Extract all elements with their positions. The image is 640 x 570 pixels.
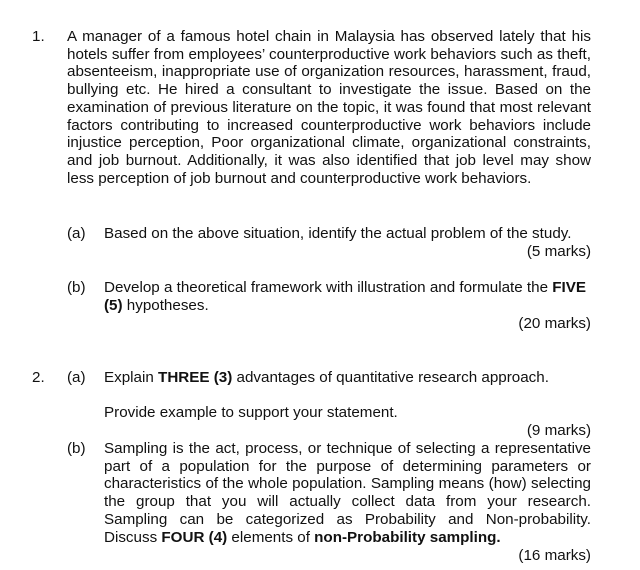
question-1b-marks: (20 marks) (518, 315, 591, 332)
question-1a-marks: (5 marks) (526, 243, 591, 260)
question-1b-text: Develop a theoretical framework with illustration and formulate the FIVE (5) hypotheses. (104, 279, 587, 314)
question-2a-text: Explain THREE (3) advantages of quantitative research approach. (104, 369, 549, 386)
question-1b-label: (b) (67, 279, 86, 296)
question-1a-text: Based on the above situation, identify the actual problem of the study. (104, 225, 572, 242)
question-2-number: 2. (32, 369, 45, 386)
question-2a-marks: (9 marks) (526, 422, 591, 439)
question-1-stem: A manager of a famous hotel chain in Malaysia has observed lately that his hotels suffer from employees’ counterproductive work behaviors such as theft, absenteeism, inappropriate use of organization resources, harassment, fraud, bullying etc. He hired a consultant to investigate the issue. Based on the examination of previous literature on the topic, it was found that most relevant factors contributing to increased counterproductive work behaviors include injustice perception, Poor organizational climate, organizational constraints, and job burnout. Additionally, it was also identified that job level may show less perception of job burnout and counterproductive work behaviors. (67, 28, 591, 187)
question-2a-label: (a) (67, 369, 86, 386)
question-1-number: 1. (32, 28, 45, 45)
question-2b-label: (b) (67, 440, 86, 457)
question-1a-label: (a) (67, 225, 86, 242)
question-2b-marks: (16 marks) (518, 547, 591, 564)
question-2b-text: Sampling is the act, process, or technique of selecting a representative part of a population for the purpose of determining parameters or characteristics of the whole population. Sampling means (how) selecting the group that you will actually collect data from your research. Sampling can be categorized as Probability and Non-probability. Discuss FOUR (4) elements of non-Probability sampling. (104, 440, 591, 546)
question-2a-text-2: Provide example to support your statement. (104, 404, 398, 421)
